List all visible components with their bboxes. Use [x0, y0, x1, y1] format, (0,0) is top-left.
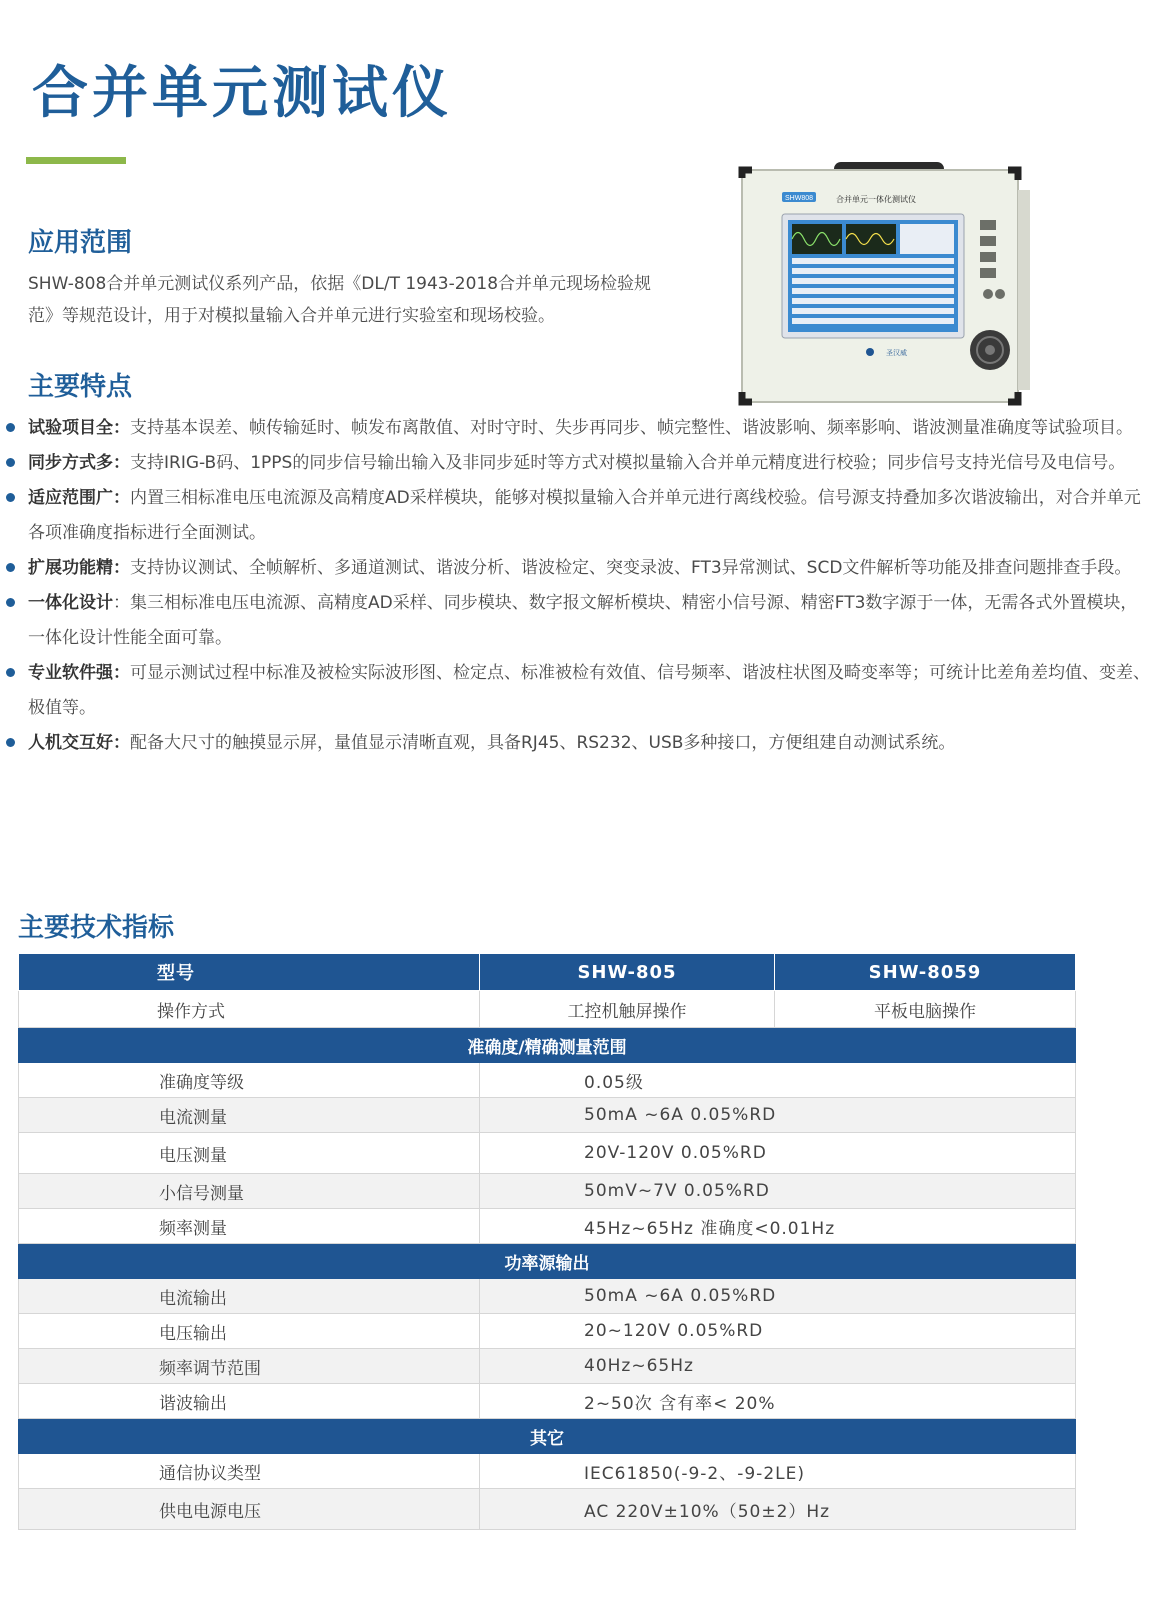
- feature-item: 试验项目全：支持基本误差、帧传输延时、帧发布离散值、对时守时、失步再同步、帧完整性、谐波影响、频率影响、谐波测量准确度等试验项目。: [0, 411, 1150, 446]
- device-brand: 圣汉威: [886, 349, 907, 357]
- features-heading: 主要特点: [28, 372, 133, 402]
- bullet-icon: [6, 493, 15, 502]
- device-badge: SHW808: [784, 195, 814, 202]
- section-header: 其它: [19, 1419, 1076, 1454]
- table-row: 电压测量 20V-120V 0.05%RD: [19, 1133, 1076, 1174]
- feature-item: 人机交互好：配备大尺寸的触摸显示屏，量值显示清晰直观，具备RJ45、RS232、USB多种接口，方便组建自动测试系统。: [0, 726, 1150, 761]
- title-underline: [26, 157, 126, 164]
- table-row: 频率测量 45Hz~65Hz 准确度<0.01Hz: [19, 1209, 1076, 1244]
- operation-b: 平板电脑操作: [775, 991, 1076, 1028]
- section-header: 准确度/精确测量范围: [19, 1028, 1076, 1063]
- table-row: 电流测量 50mA ~6A 0.05%RD: [19, 1098, 1076, 1133]
- table-row: 频率调节范围 40Hz~65Hz: [19, 1349, 1076, 1384]
- bullet-icon: [6, 563, 15, 572]
- feature-list: [0, 411, 1150, 761]
- specs-heading: 主要技术指标: [18, 913, 175, 943]
- intro-text: SHW-808合并单元测试仪系列产品，依据《DL/T 1943-2018合并单元现场检验规范》等规范设计，用于对模拟量输入合并单元进行实验室和现场校验。: [28, 274, 652, 326]
- header-model-a: SHW-805: [480, 954, 775, 991]
- table-row: 谐波输出 2~50次 含有率< 20%: [19, 1384, 1076, 1419]
- operation-a: 工控机触屏操作: [480, 991, 775, 1028]
- feature-item: 扩展功能精：支持协议测试、全帧解析、多通道测试、谐波分析、谐波检定、突变录波、FT3异常测试、SCD文件解析等功能及排查问题排查手段。: [0, 551, 1150, 586]
- header-model-b: SHW-8059: [775, 954, 1076, 991]
- header-model: 型号: [19, 954, 480, 991]
- section-header: 功率源输出: [19, 1244, 1076, 1279]
- table-row: 电压输出 20~120V 0.05%RD: [19, 1314, 1076, 1349]
- table-row: 小信号测量 50mV~7V 0.05%RD: [19, 1174, 1076, 1209]
- bullet-icon: [6, 458, 15, 467]
- bullet-icon: [6, 598, 15, 607]
- page-title: 合并单元测试仪: [32, 61, 452, 126]
- table-row: 供电电源电压 AC 220V±10%（50±2）Hz: [19, 1489, 1076, 1530]
- feature-item: 同步方式多：支持IRIG-B码、1PPS的同步信号输出输入及非同步延时等方式对模拟量输入合并单元精度进行校验；同步信号支持光信号及电信号。: [0, 446, 1150, 481]
- feature-item: 适应范围广：内置三相标准电压电流源及高精度AD采样模块，能够对模拟量输入合并单元进行离线校验。信号源支持叠加多次谐波输出，对合并单元各项准确度指标进行全面测试。: [0, 481, 1150, 551]
- spec-table: [18, 953, 1076, 1530]
- bullet-icon: [6, 423, 15, 432]
- table-row: 准确度等级 0.05级: [19, 1063, 1076, 1098]
- bullet-icon: [6, 738, 15, 747]
- table-header-row: [19, 954, 1076, 991]
- feature-item: 专业软件强：可显示测试过程中标准及被检实际波形图、检定点、标准被检有效值、信号频率、谐波柱状图及畸变率等；可统计比差角差均值、变差、极值等。: [0, 656, 1150, 726]
- operation-label: 操作方式: [19, 991, 480, 1028]
- table-row: 电流输出 50mA ~6A 0.05%RD: [19, 1279, 1076, 1314]
- device-panel-title: 合并单元一体化测试仪: [836, 195, 916, 204]
- intro-heading: 应用范围: [28, 228, 133, 258]
- bullet-icon: [6, 668, 15, 677]
- device-image: [738, 160, 1038, 410]
- operation-row: [19, 991, 1076, 1028]
- feature-item: 一体化设计：集三相标准电压电流源、高精度AD采样、同步模块、数字报文解析模块、精密小信号源、精密FT3数字源于一体，无需各式外置模块，一体化设计性能全面可靠。: [0, 586, 1150, 656]
- table-row: 通信协议类型 IEC61850(-9-2、-9-2LE): [19, 1454, 1076, 1489]
